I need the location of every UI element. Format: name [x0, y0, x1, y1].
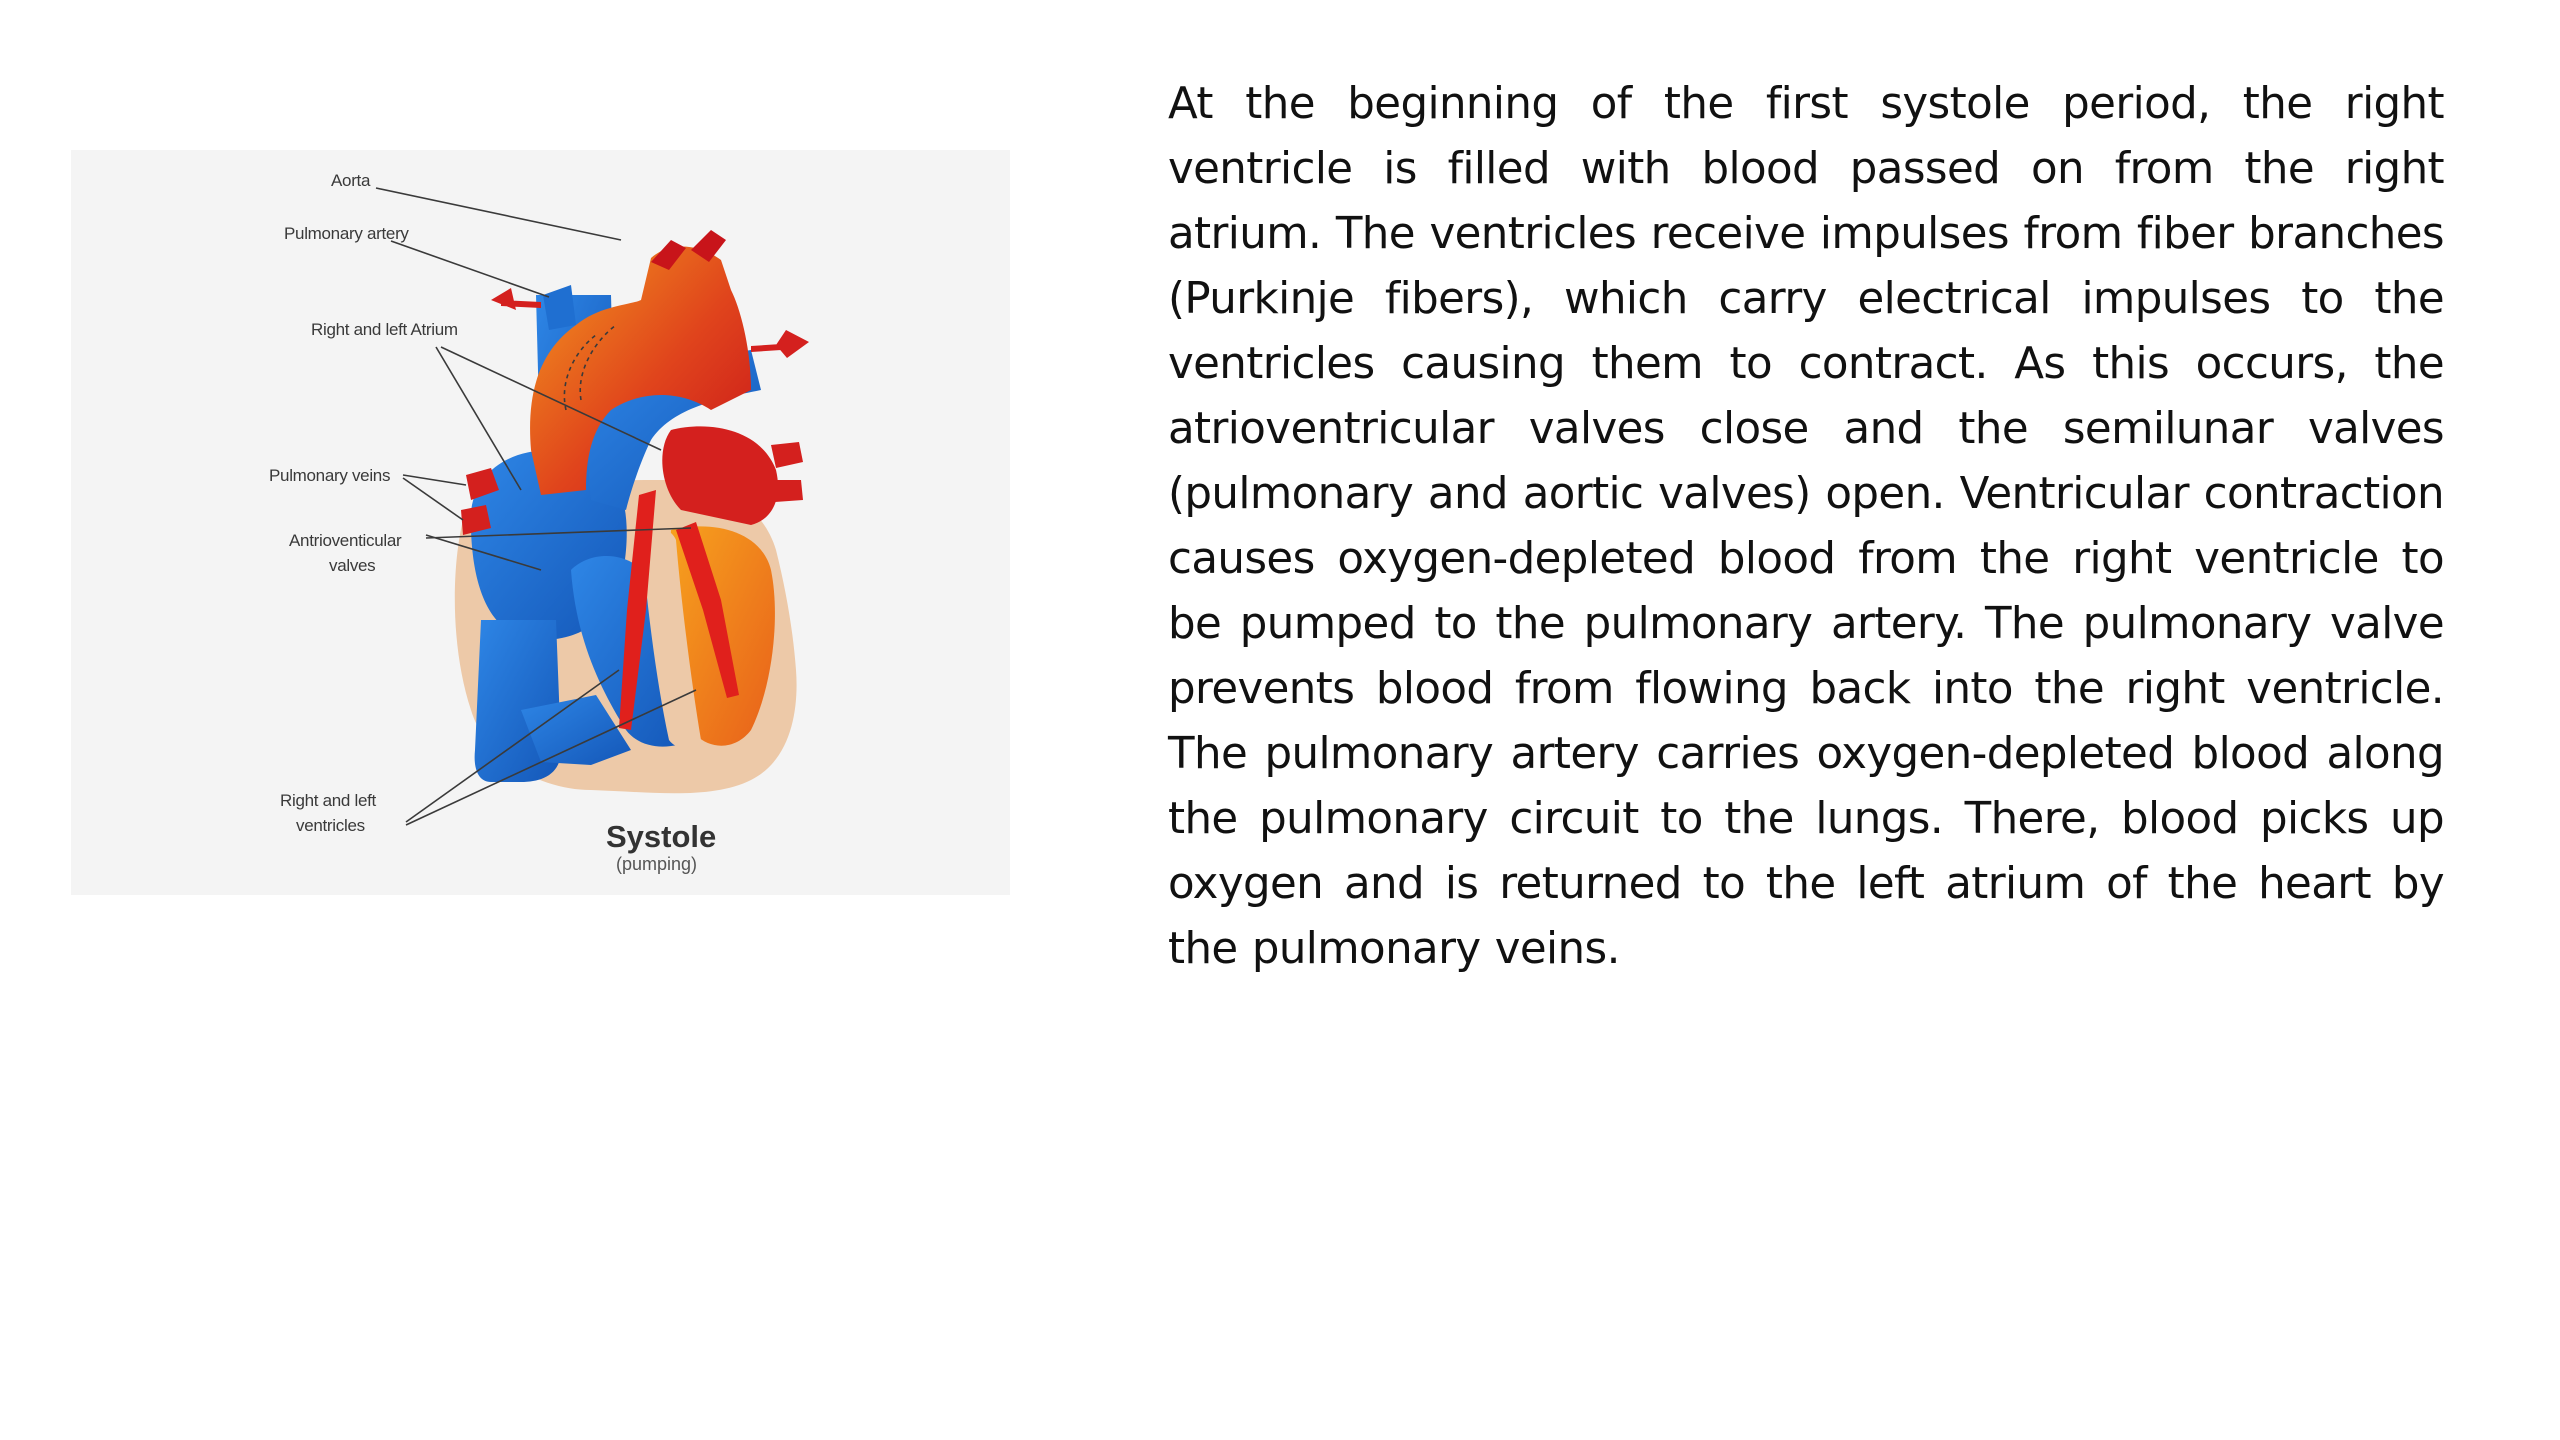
leader-atrium-1	[436, 347, 521, 490]
leader-aorta	[376, 188, 621, 240]
diagram-title: Systole	[606, 819, 717, 854]
pulmonary-vein-left-1	[771, 442, 803, 468]
heart-diagram-panel	[71, 150, 1010, 895]
pulmonary-outflow-arrow-right	[751, 330, 809, 358]
systole-description: At the beginning of the first systole period, the right ventricle is filled with blood passed on from the right atrium. The ventricles receive impulses from fiber branches (Purkinje fibers), which carry electrical impulses to the ventricles causing them to contract. As this occurs, the atrioventricular valves close and the semilunar valves (pulmonary and aortic valves) open. Ventricular contraction causes oxygen-depleted blood from the right ventricle to be pumped to the pulmonary artery. The pulmonary valve prevents blood from flowing back into the right ventricle. The pulmonary artery carries oxygen-depleted blood along the pulmonary circuit to the lungs. There, blood picks up oxygen and is returned to the left atrium of the heart by the pulmonary veins.	[1168, 79, 2444, 974]
diagram-subtitle: (pumping)	[616, 854, 698, 874]
label-pulmonary-artery: Pulmonary artery	[284, 224, 409, 243]
leader-pulmonary-artery	[391, 241, 549, 297]
heart-illustration	[455, 230, 809, 793]
leader-pulmonary-veins-1	[403, 475, 466, 485]
leader-pulmonary-veins-2	[403, 478, 463, 520]
label-pulmonary-veins: Pulmonary veins	[269, 466, 391, 485]
label-atrium: Right and left Atrium	[311, 320, 458, 339]
heart-systole-diagram	[71, 150, 1010, 895]
label-av-valves-line2: valves	[329, 556, 376, 575]
pulmonary-vein-left-2	[773, 480, 803, 502]
label-aorta: Aorta	[331, 171, 371, 190]
label-av-valves-line1: Antrioventicular	[289, 531, 402, 550]
label-ventricles-line2: ventricles	[296, 816, 365, 835]
pulmonary-artery-left-branch	[543, 285, 576, 330]
label-ventricles-line1: Right and left	[280, 791, 376, 810]
